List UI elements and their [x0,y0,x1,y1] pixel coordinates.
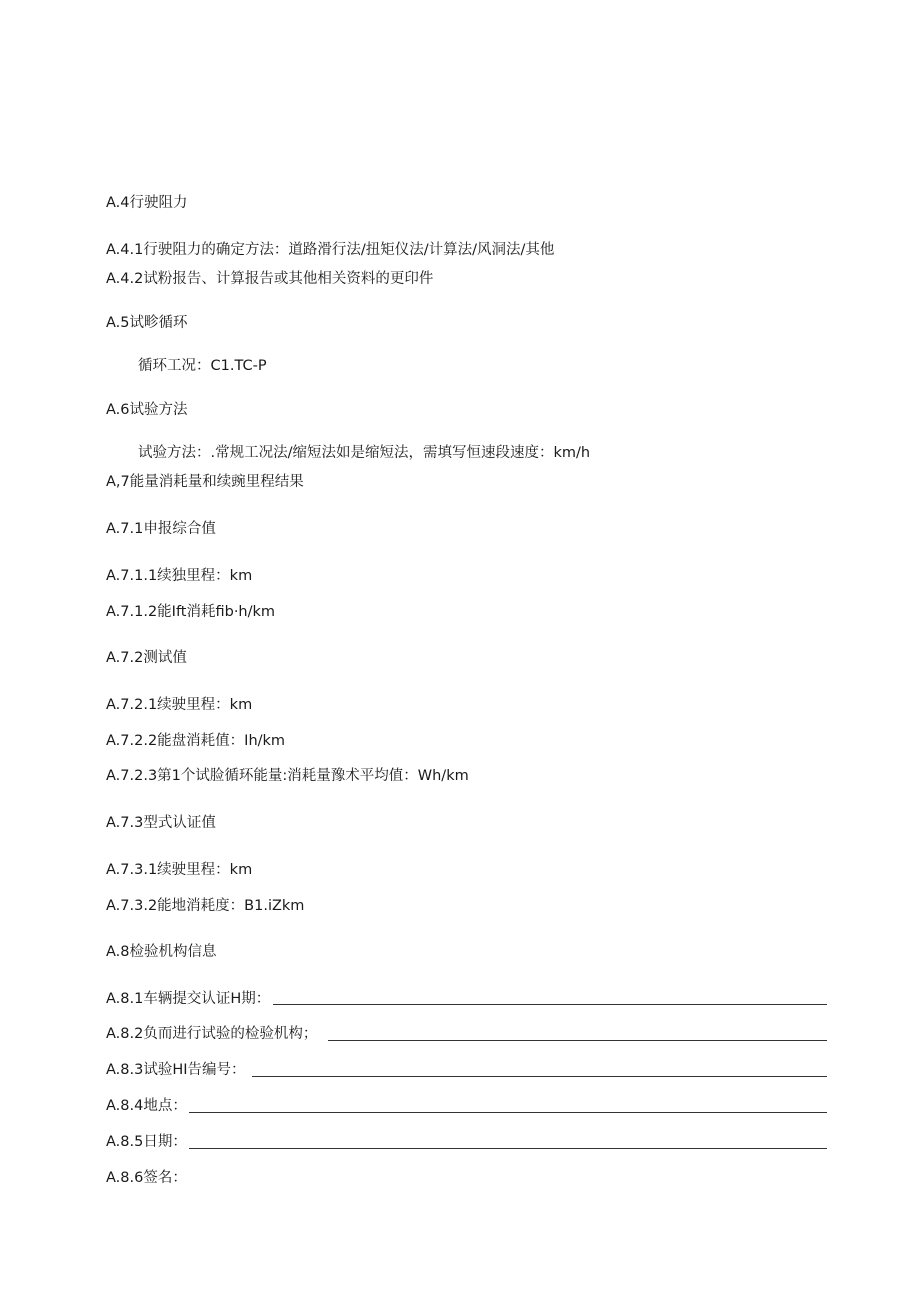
a721-range: A.7.2.1续驶里程：km [106,697,253,713]
section-a7-heading: A,7能量消耗量和续豌里程结果 [106,474,304,490]
a85-date-label: A.8.5日期： [106,1134,187,1150]
a82-test-agency-label: A.8.2负而进行试验的检验机构； [106,1026,318,1042]
section-a6-heading: A.6试验方法 [106,402,188,418]
a81-submission-date-label: A.8.1车辆提交认证H期： [106,991,271,1007]
a72-test-value: A.7.2测试值 [106,650,187,666]
a84-location-label: A.8.4地点： [106,1098,187,1114]
a6-test-method: 试验方法：.常规工况法/缩短法如是缩短法，需填写恒速段速度：km/h [138,445,591,461]
a81-submission-date-field[interactable] [273,1004,827,1005]
section-a4-heading: A.4行驶阻力 [106,195,188,211]
a41-resistance-method: A.4.1行驶阻力的确定方法：道路滑行法/扭矩仪法/计算法/风洞法/其他 [106,242,555,258]
a86-signature-label: A.8.6签名： [106,1170,187,1186]
a83-report-number-label: A.8.3试验HI告编号： [106,1062,246,1078]
a712-energy-consumption: A.7.1.2能Ift消耗fib·h/km [106,604,276,620]
a722-energy-consumption: A.7.2.2能盘消耗值：Ih/km [106,733,286,749]
a723-first-cycle-average: A.7.2.3第1个试脸循环能量:消耗量豫术平均值：Wh/km [106,768,469,784]
section-a5-heading: A.5试畛循环 [106,315,188,331]
a82-test-agency-field[interactable] [328,1040,827,1041]
a85-date-field[interactable] [189,1148,827,1149]
a731-range: A.7.3.1续驶里程：km [106,862,253,878]
a5-cycle-condition: 循环工况：C1.TC-P [138,358,267,374]
a84-location-field[interactable] [189,1112,827,1113]
section-a8-heading: A.8检验机构信息 [106,944,217,960]
a71-declared-value: A.7.1申报综合值 [106,521,216,537]
a73-type-approval-value: A.7.3型式认证值 [106,815,216,831]
a711-range: A.7.1.1续独里程：km [106,568,253,584]
a732-energy-consumption: A.7.3.2能地消耗度：B1.iZkm [106,898,305,914]
a42-report-copy: A.4.2试粉报告、计算报告或其他相关资料的更印件 [106,271,434,287]
a83-report-number-field[interactable] [252,1076,827,1077]
